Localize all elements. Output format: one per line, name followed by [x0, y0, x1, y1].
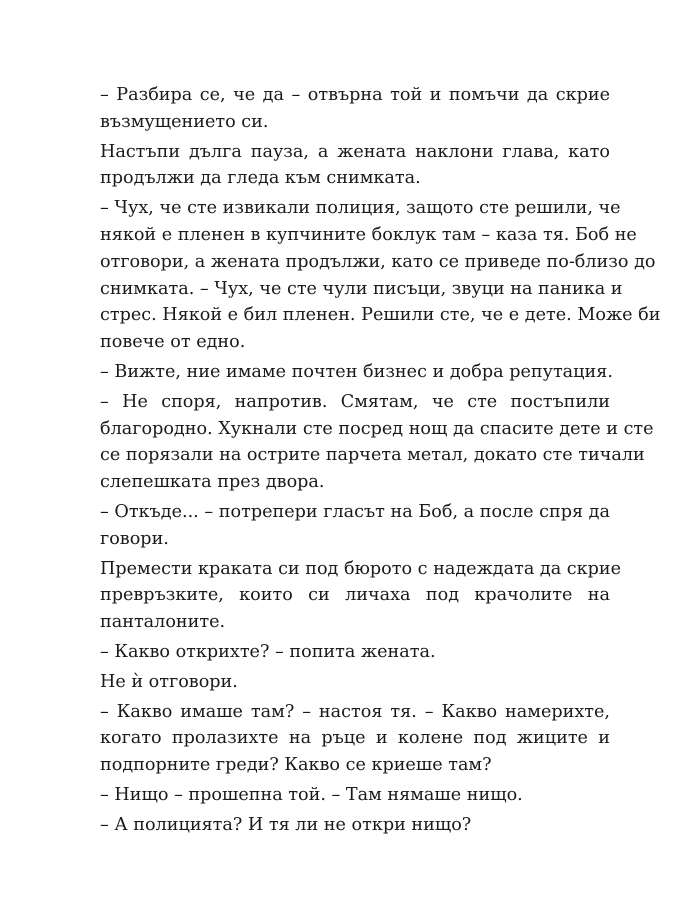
text-line: – Разбира се, че да – отвърна той и помъчи да скрие	[100, 85, 610, 105]
paragraph	[100, 669, 610, 696]
text-line: Премести краката си под бюрото с надеждата да скрие	[100, 558, 622, 579]
paragraph	[100, 639, 610, 666]
text-line: когато пролазихте на ръце и колене под жиците и	[100, 728, 610, 749]
paragraph	[100, 389, 654, 496]
paragraph	[100, 139, 610, 193]
paragraph	[100, 195, 661, 356]
text-line: превръзките, които си личаха под крачолите на	[100, 585, 610, 606]
text-line: – Какво имаше там? – настоя тя. – Какво намерихте,	[100, 701, 610, 722]
paragraph	[100, 499, 610, 553]
paragraph	[100, 82, 610, 136]
text-line: отговори, а жената продължи, като се приведе по-близо до	[100, 251, 656, 272]
text-line: – Какво открихте? – попита жената.	[100, 641, 436, 662]
text-line: се порязали на острите парчета метал, докато сте тичали	[100, 445, 645, 466]
text-line: снимката. – Чух, че сте чули писъци, звуци на паника и	[100, 278, 623, 299]
text-line: стрес. Някой е бил пленен. Решили сте, че е дете. Може би	[100, 305, 661, 326]
text-line: Настъпи дълга пауза, а жената наклони глава, като	[100, 141, 610, 162]
text-line: говори.	[100, 528, 169, 549]
paragraph	[100, 699, 610, 779]
text-line: повече от едно.	[100, 332, 246, 353]
text-line: панталоните.	[100, 612, 226, 633]
text-line: – Нищо – прошепна той. – Там нямаше нищо.	[100, 784, 523, 805]
text-line: подпорните греди? Какво се криеше там?	[100, 755, 492, 776]
text-line: продължи да гледа към снимката.	[100, 168, 421, 189]
paragraph	[100, 782, 610, 809]
paragraph	[100, 359, 613, 386]
text-line: – Чух, че сте извикали полиция, защото сте решили, че	[100, 198, 621, 219]
paragraph	[100, 556, 622, 636]
text-line: – Откъде... – потрепери гласът на Боб, а после спря да	[100, 501, 610, 522]
text-line: слепешката през двора.	[100, 472, 325, 493]
book-page	[100, 82, 661, 842]
paragraph	[100, 812, 610, 839]
text-line: – Не споря, напротив. Смятам, че сте постъпили	[100, 391, 610, 412]
text-line: благородно. Хукнали сте посред нощ да спасите дете и сте	[100, 418, 654, 439]
text-line: някой е пленен в купчините боклук там – каза тя. Боб не	[100, 224, 637, 245]
text-line: – Вижте, ние имаме почтен бизнес и добра репутация.	[100, 361, 613, 382]
text-line: Не ѝ отговори.	[100, 671, 238, 692]
text-line: – А полицията? И тя ли не откри нищо?	[100, 814, 472, 835]
text-line: възмущението си.	[100, 111, 269, 132]
